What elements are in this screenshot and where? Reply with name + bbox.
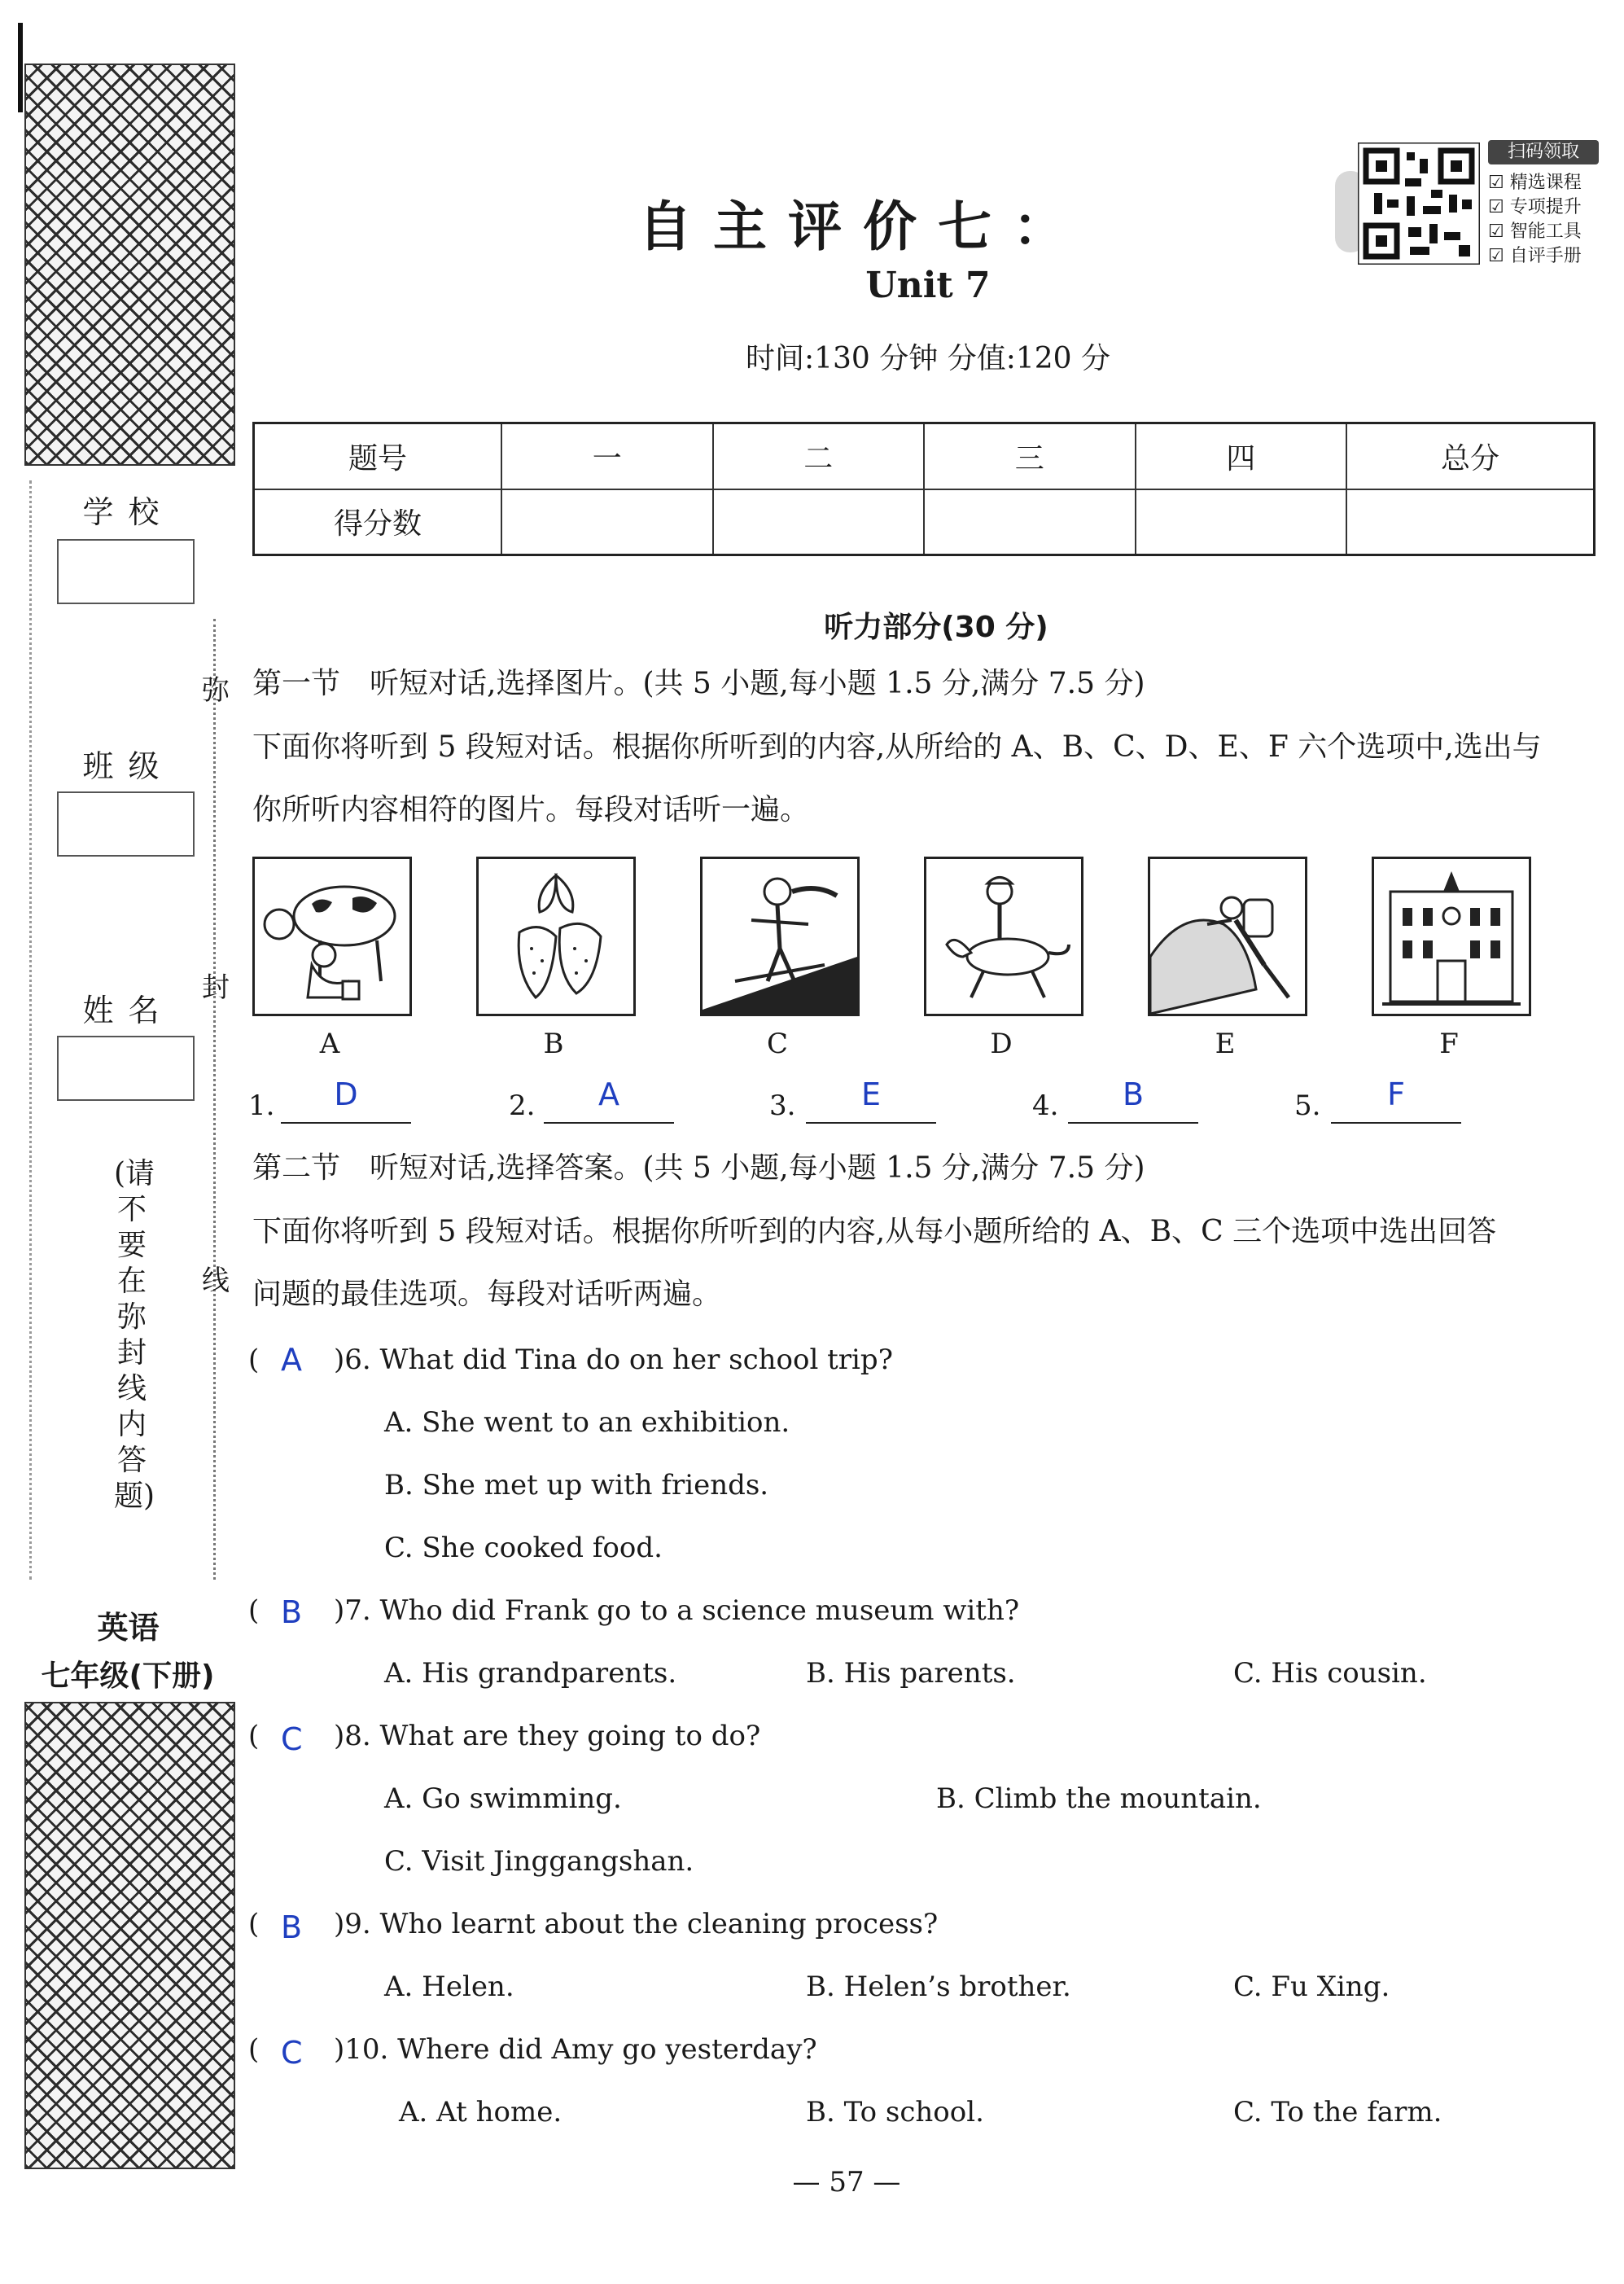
picture-strawberries: [476, 857, 636, 1016]
picture-label: D: [990, 1028, 1013, 1060]
seal-char-feng: 封: [202, 971, 230, 1004]
option-c: C. Visit Jinggangshan.: [384, 1845, 694, 1878]
question-answer: A: [281, 1342, 302, 1378]
subject-label: 英语: [97, 1610, 160, 1646]
section2-instruction-2: 问题的最佳选项。每段对话听两遍。: [252, 1278, 722, 1311]
blank-number: 3.: [769, 1089, 796, 1122]
picture-label: C: [766, 1028, 788, 1060]
question-text: )6. What did Tina do on her school trip?: [334, 1344, 893, 1376]
question-text: )8. What are they going to do?: [334, 1720, 761, 1752]
blank-line: [1068, 1122, 1198, 1124]
check-icon: ☑: [1488, 221, 1510, 242]
qr-item: ☑ 精选课程: [1488, 173, 1582, 193]
section1-instruction-1: 下面你将听到 5 段短对话。根据你所听到的内容,从所给的 A、B、C、D、E、F 六个选项中,选出与: [252, 730, 1542, 764]
option-c: C. His cousin.: [1233, 1657, 1427, 1690]
picture-skiing: [700, 857, 860, 1016]
question-paren: (: [248, 1908, 260, 1940]
check-icon: ☑: [1488, 246, 1510, 266]
qr-tag: 扫码领取: [1488, 140, 1599, 164]
picture-horse-riding: [924, 857, 1083, 1016]
question-paren: (: [248, 1594, 260, 1627]
option-b: B. Climb the mountain.: [936, 1782, 1262, 1815]
check-icon: ☑: [1488, 197, 1510, 217]
option-a: A. She went to an exhibition.: [384, 1406, 790, 1439]
option-c: C. She cooked food.: [384, 1532, 663, 1564]
option-a: A. At home.: [399, 2096, 562, 2128]
picture-label: A: [319, 1028, 340, 1060]
score-header-cell: 题号: [254, 423, 502, 489]
blank-line: [281, 1122, 411, 1124]
blank-answer: F: [1387, 1076, 1405, 1112]
score-header-cell: 三: [924, 423, 1136, 489]
score-header-cell: 总分: [1346, 423, 1595, 489]
class-label: 班级: [82, 748, 174, 784]
picture-mountain-climbing: [1148, 857, 1307, 1016]
listening-title: 听力部分(30 分): [824, 611, 1048, 644]
blank-number: 5.: [1294, 1089, 1321, 1122]
picture-label: E: [1215, 1028, 1236, 1060]
blank-number: 4.: [1032, 1089, 1059, 1122]
picture-label: F: [1439, 1028, 1459, 1060]
seal-char-mi: 弥: [202, 674, 230, 707]
picture-cow-milking: [252, 857, 412, 1016]
score-cell[interactable]: [713, 489, 925, 555]
score-cell[interactable]: [1346, 489, 1595, 555]
blank-answer: B: [1122, 1076, 1145, 1112]
question-paren: (: [248, 2033, 260, 2066]
score-table: [252, 422, 1596, 556]
qr-item: ☑ 智能工具: [1488, 221, 1582, 242]
question-answer: B: [281, 1909, 303, 1945]
question-text: )10. Where did Amy go yesterday?: [334, 2033, 817, 2066]
sidebar-pattern-bottom: [24, 1702, 235, 2169]
option-a: A. Go swimming.: [384, 1782, 622, 1815]
qr-item: ☑ 专项提升: [1488, 197, 1582, 217]
score-cell[interactable]: [501, 489, 713, 555]
score-table-row: [254, 489, 1595, 555]
question-answer: C: [281, 2035, 303, 2071]
qr-items: [1488, 171, 1582, 269]
option-c: C. To the farm.: [1233, 2096, 1442, 2128]
question-text: )9. Who learnt about the cleaning process?: [334, 1908, 939, 1940]
section2-instruction-1: 下面你将听到 5 段短对话。根据你所听到的内容,从每小题所给的 A、B、C 三个选项中选出回答: [252, 1215, 1497, 1248]
page-number: — 57 —: [792, 2166, 901, 2199]
section2-heading: 第二节 听短对话,选择答案。(共 5 小题,每小题 1.5 分,满分 7.5 分): [252, 1151, 1145, 1185]
question-answer: B: [281, 1594, 303, 1630]
score-header-cell: 二: [713, 423, 925, 489]
option-b: B. To school.: [806, 2096, 984, 2128]
page-title: 自主评价七：: [638, 195, 1088, 258]
section1-heading: 第一节 听短对话,选择图片。(共 5 小题,每小题 1.5 分,满分 7.5 分): [252, 667, 1145, 700]
score-header-cell: 一: [501, 423, 713, 489]
section1-instruction-2: 你所听内容相符的图片。每段对话听一遍。: [252, 793, 810, 826]
blank-number: 1.: [248, 1089, 275, 1122]
blank-answer: A: [598, 1076, 619, 1112]
seal-char-xian: 线: [202, 1265, 230, 1297]
sidebar-dotted-line: [29, 480, 32, 1580]
question-paren: (: [248, 1344, 260, 1376]
time-score-info: 时间:130 分钟 分值:120 分: [745, 342, 1110, 375]
score-header-cell: 四: [1136, 423, 1347, 489]
blank-line: [806, 1122, 936, 1124]
option-a: A. Helen.: [384, 1971, 514, 2003]
sidebar-pattern-top: [24, 64, 235, 466]
blank-line: [544, 1122, 674, 1124]
name-label: 姓名: [82, 993, 174, 1028]
qr-code-icon[interactable]: [1358, 142, 1480, 265]
blank-answer: E: [860, 1076, 881, 1112]
option-b: B. She met up with friends.: [384, 1469, 769, 1501]
unit-title: Unit 7: [865, 265, 991, 306]
score-row-label: 得分数: [254, 489, 502, 555]
picture-label: B: [543, 1028, 564, 1060]
option-b: B. Helen’s brother.: [806, 1971, 1071, 2003]
score-table-header: [254, 423, 1595, 489]
check-icon: ☑: [1488, 173, 1510, 193]
qr-item: ☑ 自评手册: [1488, 246, 1582, 266]
no-answer-notice: (请不要在弥封线内答题): [114, 1157, 155, 1513]
option-c: C. Fu Xing.: [1233, 1971, 1390, 2003]
question-paren: (: [248, 1720, 260, 1752]
grade-label: 七年级(下册): [41, 1659, 215, 1693]
option-a: A. His grandparents.: [384, 1657, 677, 1690]
school-field[interactable]: [57, 539, 195, 604]
question-answer: C: [281, 1721, 303, 1757]
blank-answer: D: [334, 1076, 358, 1112]
name-field[interactable]: [57, 1036, 195, 1101]
score-cell[interactable]: [924, 489, 1136, 555]
question-text: )7. Who did Frank go to a science museum with?: [334, 1594, 1020, 1627]
option-b: B. His parents.: [806, 1657, 1016, 1690]
blank-number: 2.: [509, 1089, 536, 1122]
class-field[interactable]: [57, 791, 195, 857]
blank-line: [1331, 1122, 1461, 1124]
school-label: 学校: [82, 494, 174, 530]
binding-mark: [18, 23, 23, 112]
picture-museum-building: [1372, 857, 1531, 1016]
score-cell[interactable]: [1136, 489, 1347, 555]
